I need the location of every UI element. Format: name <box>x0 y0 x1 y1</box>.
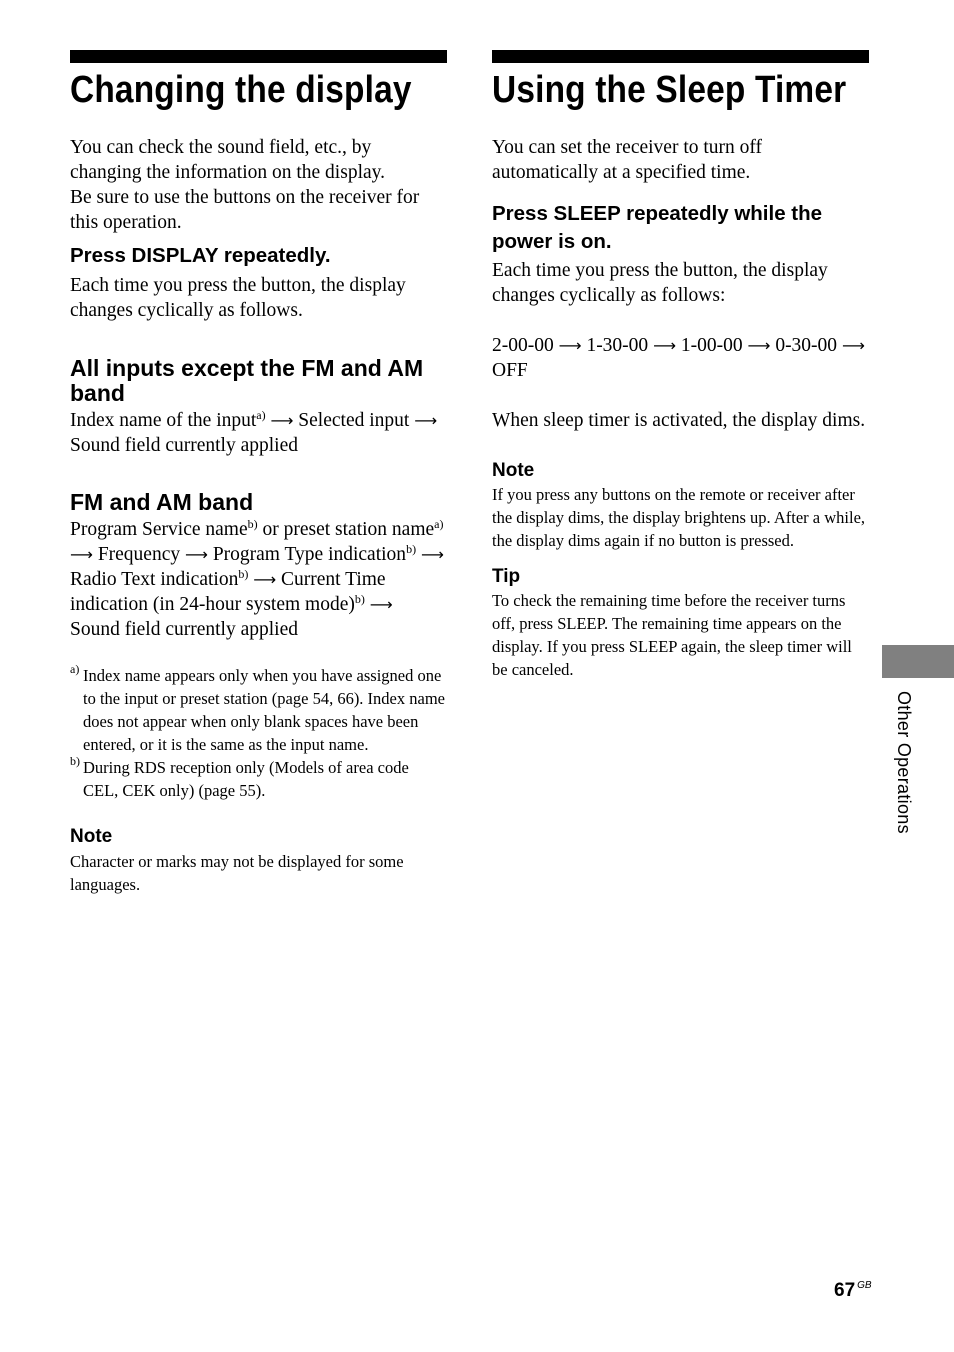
section-rule <box>70 50 447 63</box>
sequence-item: Frequency <box>97 544 181 565</box>
side-tab-marker <box>882 645 954 678</box>
step-description: Each time you press the button, the display changes cyclically as follows. <box>70 275 406 321</box>
arrow-right-icon: ⟶ <box>653 336 676 355</box>
sequence-item: 1-00-00 <box>680 335 743 356</box>
arrow-right-icon: ⟶ <box>253 570 277 589</box>
dim-text: When sleep timer is activated, the display dims. <box>492 410 866 431</box>
sequence-item: Index name of the input <box>70 410 257 431</box>
note-text: If you press any buttons on the remote or receiver after the display dims, the display brightens up. After a while, the display dims again if no button is pressed. <box>492 485 866 550</box>
footnote-b <box>70 756 447 802</box>
arrow-right-icon: ⟶ <box>270 411 294 430</box>
arrow-right-icon: ⟶ <box>185 545 208 564</box>
intro-text: You can set the receiver to turn off automatically at a specified time. <box>492 137 763 183</box>
sequence-item: Sound field currently applied <box>70 435 298 456</box>
footnote-ref: a) <box>256 408 266 422</box>
arrow-right-icon: ⟶ <box>747 336 771 355</box>
step-description: Each time you press the button, the display changes cyclically as follows: <box>492 260 828 306</box>
arrow-right-icon: ⟶ <box>369 595 393 614</box>
sequence-item: Current Time indication (in 24-hour system mode) <box>70 569 386 615</box>
sequence-item: Program Service name <box>70 519 248 540</box>
page-number <box>834 1280 872 1302</box>
footnote-mark: b) <box>70 754 80 768</box>
display-sequence-inputs <box>70 408 447 458</box>
footnote-text: During RDS reception only (Models of area code CEL, CEK only) (page 55). <box>83 758 409 800</box>
left-column <box>70 50 447 896</box>
footnote-ref: b) <box>238 567 249 581</box>
sequence-item: Radio Text indication <box>70 569 239 590</box>
sequence-item: Selected input <box>298 410 410 431</box>
tip-heading: Tip <box>492 566 521 587</box>
subheading-fm-am: FM and AM band <box>70 489 254 515</box>
intro-text-2: Be sure to use the buttons on the receiver for this operation. <box>70 187 420 233</box>
arrow-right-icon: ⟶ <box>558 336 582 355</box>
sequence-item: 1-30-00 <box>586 335 649 356</box>
arrow-right-icon: ⟶ <box>420 545 444 564</box>
sleep-sequence <box>492 333 869 383</box>
footnote-a <box>70 664 447 756</box>
sequence-item: Sound field currently applied <box>70 619 298 640</box>
note-heading: Note <box>70 826 113 847</box>
footnote-ref: b) <box>406 542 417 556</box>
sequence-item: or preset station name <box>262 519 435 540</box>
sequence-item: 0-30-00 <box>775 335 838 356</box>
sequence-item: Program Type indication <box>212 544 407 565</box>
arrow-right-icon: ⟶ <box>70 545 93 564</box>
right-column <box>492 50 869 681</box>
note-heading: Note <box>492 460 535 481</box>
subheading-all-inputs: All inputs except the FM and AM band <box>70 355 424 406</box>
intro-text: You can check the sound field, etc., by changing the information on the display. <box>70 137 385 183</box>
footnote-ref: a) <box>434 517 444 531</box>
side-tab-label: Other Operations <box>894 691 914 834</box>
step-heading: Press DISPLAY repeatedly. <box>70 244 331 267</box>
sequence-item: OFF <box>492 360 528 381</box>
sequence-item: 2-00-00 <box>492 335 554 356</box>
section-title-changing-display: Changing the display <box>70 69 412 111</box>
tip-text: To check the remaining time before the receiver turns off, press SLEEP. The remaining time appears on the display. If you press SLEEP again, the sleep timer will be canceled. <box>492 591 852 679</box>
arrow-right-icon: ⟶ <box>841 336 865 355</box>
step-heading: Press SLEEP repeatedly while the power is on. <box>492 202 823 253</box>
section-rule <box>492 50 869 63</box>
note-text: Character or marks may not be displayed for some languages. <box>70 852 404 894</box>
page-number-value: 67 <box>834 1280 856 1301</box>
footnote-text: Index name appears only when you have assigned one to the input or preset station (page 54, 66). Index name does not appear when only blank spaces have been entered, or it is the same as the input name. <box>83 666 445 754</box>
page-suffix: GB <box>857 1280 872 1291</box>
footnote-ref: b) <box>247 517 258 531</box>
arrow-right-icon: ⟶ <box>414 411 438 430</box>
footnotes <box>70 664 447 802</box>
footnote-mark: a) <box>70 662 80 676</box>
footnote-ref: b) <box>354 592 365 606</box>
display-sequence-fm-am <box>70 517 447 642</box>
section-title-sleep-timer: Using the Sleep Timer <box>492 69 847 111</box>
